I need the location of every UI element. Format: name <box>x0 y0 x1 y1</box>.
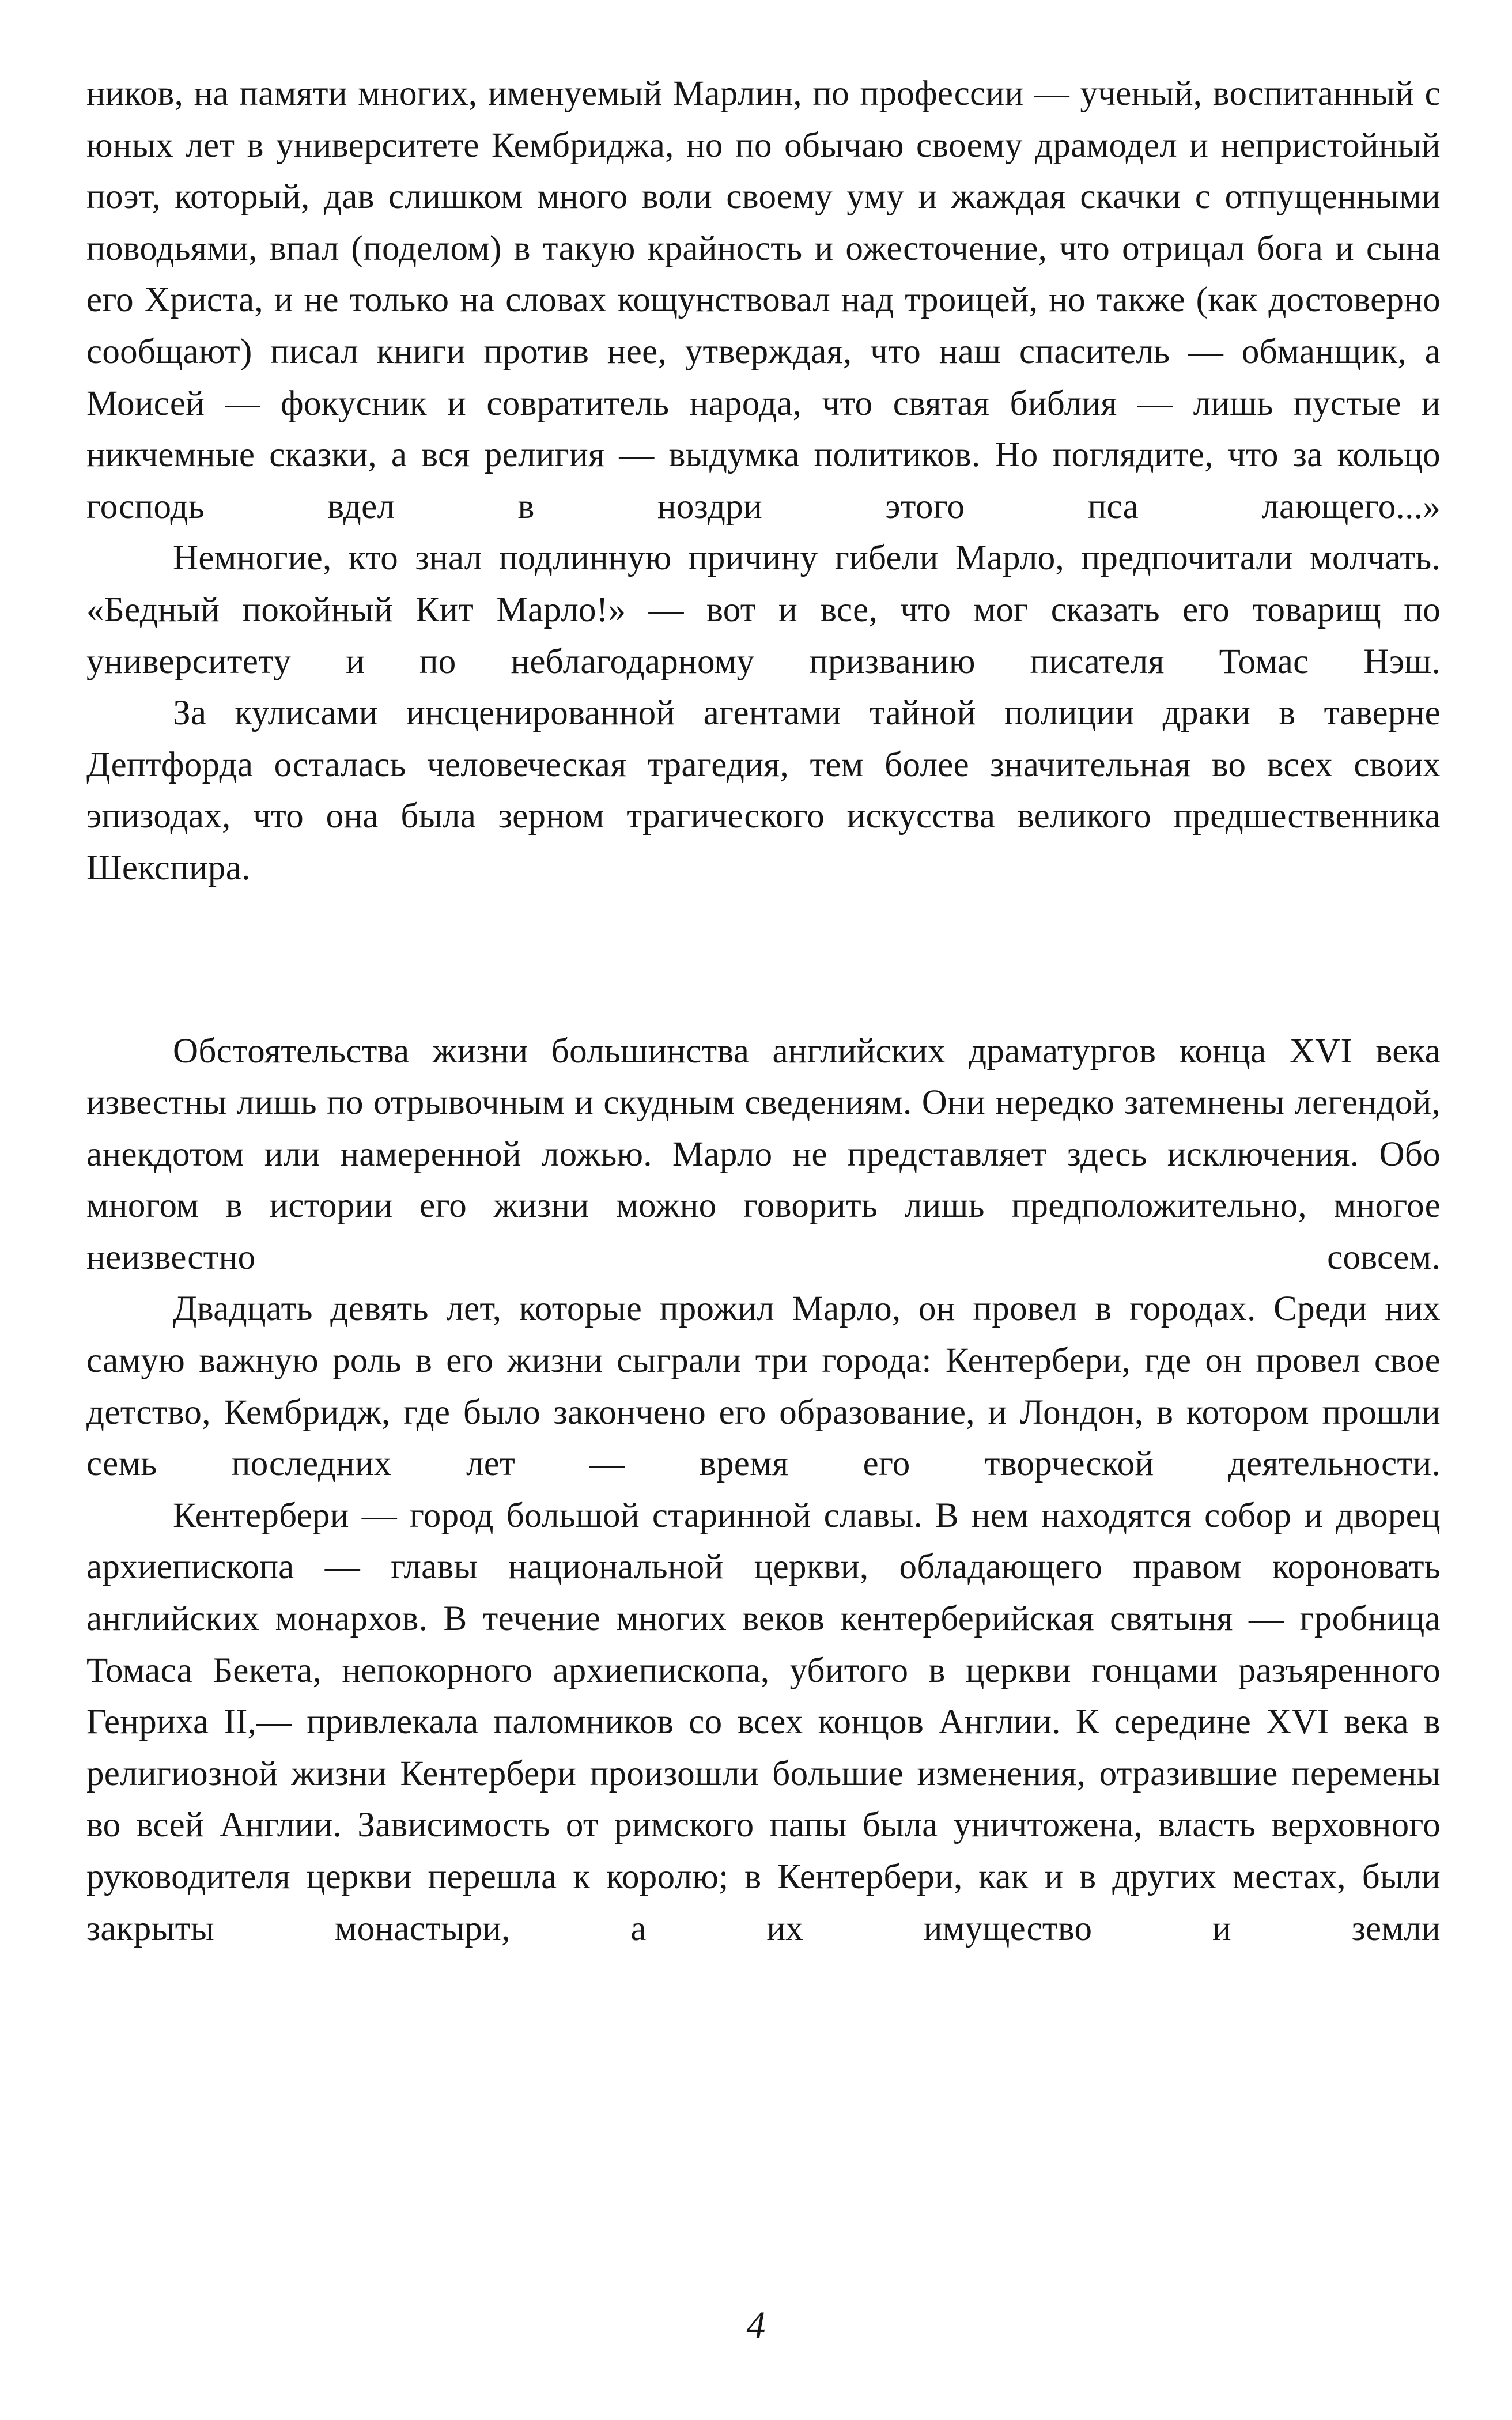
paragraph-canterbury: Кентербери — город большой старинной славы. В нем находятся собор и дворец архиепископа — главы национальной церкви, обладающего правом короновать английских монархов. В течение многих веков кентерберийская святыня — гробница Томаса Бекета, непокорного архиепископа, убитого в церкви гонцами разъяренного Генриха II,— привлекала паломников со всех концов Англии. К середине XVI века в религиозной жизни Кентербери произошли большие изменения, отразившие перемены во всей Англии. Зависимость от римского папы была уничтожена, власть верховного руководителя церкви перешла к королю; в Кентербери, как и в других местах, были закрыты монастыри, а их имущество и земли <box>86 1496 1441 1948</box>
paragraph-deptford: За кулисами инсценированной агентами тайной полиции драки в таверне Дептфорда осталась человеческая трагедия, тем более значительная во всех своих эпизодах, что она была зерном трагического искусства великого предшественника Шекспира. <box>86 694 1441 887</box>
paragraph-nash: Немногие, кто знал подлинную причину гибели Марло, предпочитали молчать. «Бедный покойный Кит Марло!» — вот и все, что мог сказать его товарищ по университету и по неблагодарному призванию писателя Томас Нэш. <box>86 539 1441 681</box>
page-body <box>86 68 1441 1954</box>
paragraph-circumstances: Обстоятельства жизни большинства английских драматургов конца XVI века известны лишь по отрывочным и скудным сведениям. Они нередко затемнены легендой, анекдотом или намеренной ложью. Марло не представляет здесь исключения. Обо многом в истории его жизни можно говорить лишь предположительно, многое неизвестно совсем. <box>86 1031 1441 1277</box>
page-number: 4 <box>746 2304 766 2346</box>
paragraph-three-cities: Двадцать девять лет, которые прожил Марло, он провел в городах. Среди них самую важную роль в его жизни сыграли три города: Кентербери, где он провел свое детство, Кембридж, где было закончено его образование, и Лондон, в котором прошли семь последних лет — время его творческой деятельности. <box>86 1290 1441 1484</box>
paragraph-quote-continuation: ников, на памяти многих, именуемый Марлин, по профессии — ученый, воспитанный с юных лет в университете Кембриджа, но по обычаю своему драмодел и непристойный поэт, который, дав слишком много воли своему уму и жаждая скачки с отпущенными поводьями, впал (поделом) в такую крайность и ожесточение, что отрицал бога и сына его Христа, и не только на словах кощунствовал над троицей, но также (как достоверно сообщают) писал книги против нее, утверждая, что наш спаситель — обманщик, а Моисей — фокусник и совратитель народа, что святая библия — лишь пустые и никчемные сказки, а вся религия — выдумка политиков. Но поглядите, что за кольцо господь вдел в ноздри этого пса лающего...» <box>86 74 1441 526</box>
section-break <box>86 894 1441 1026</box>
